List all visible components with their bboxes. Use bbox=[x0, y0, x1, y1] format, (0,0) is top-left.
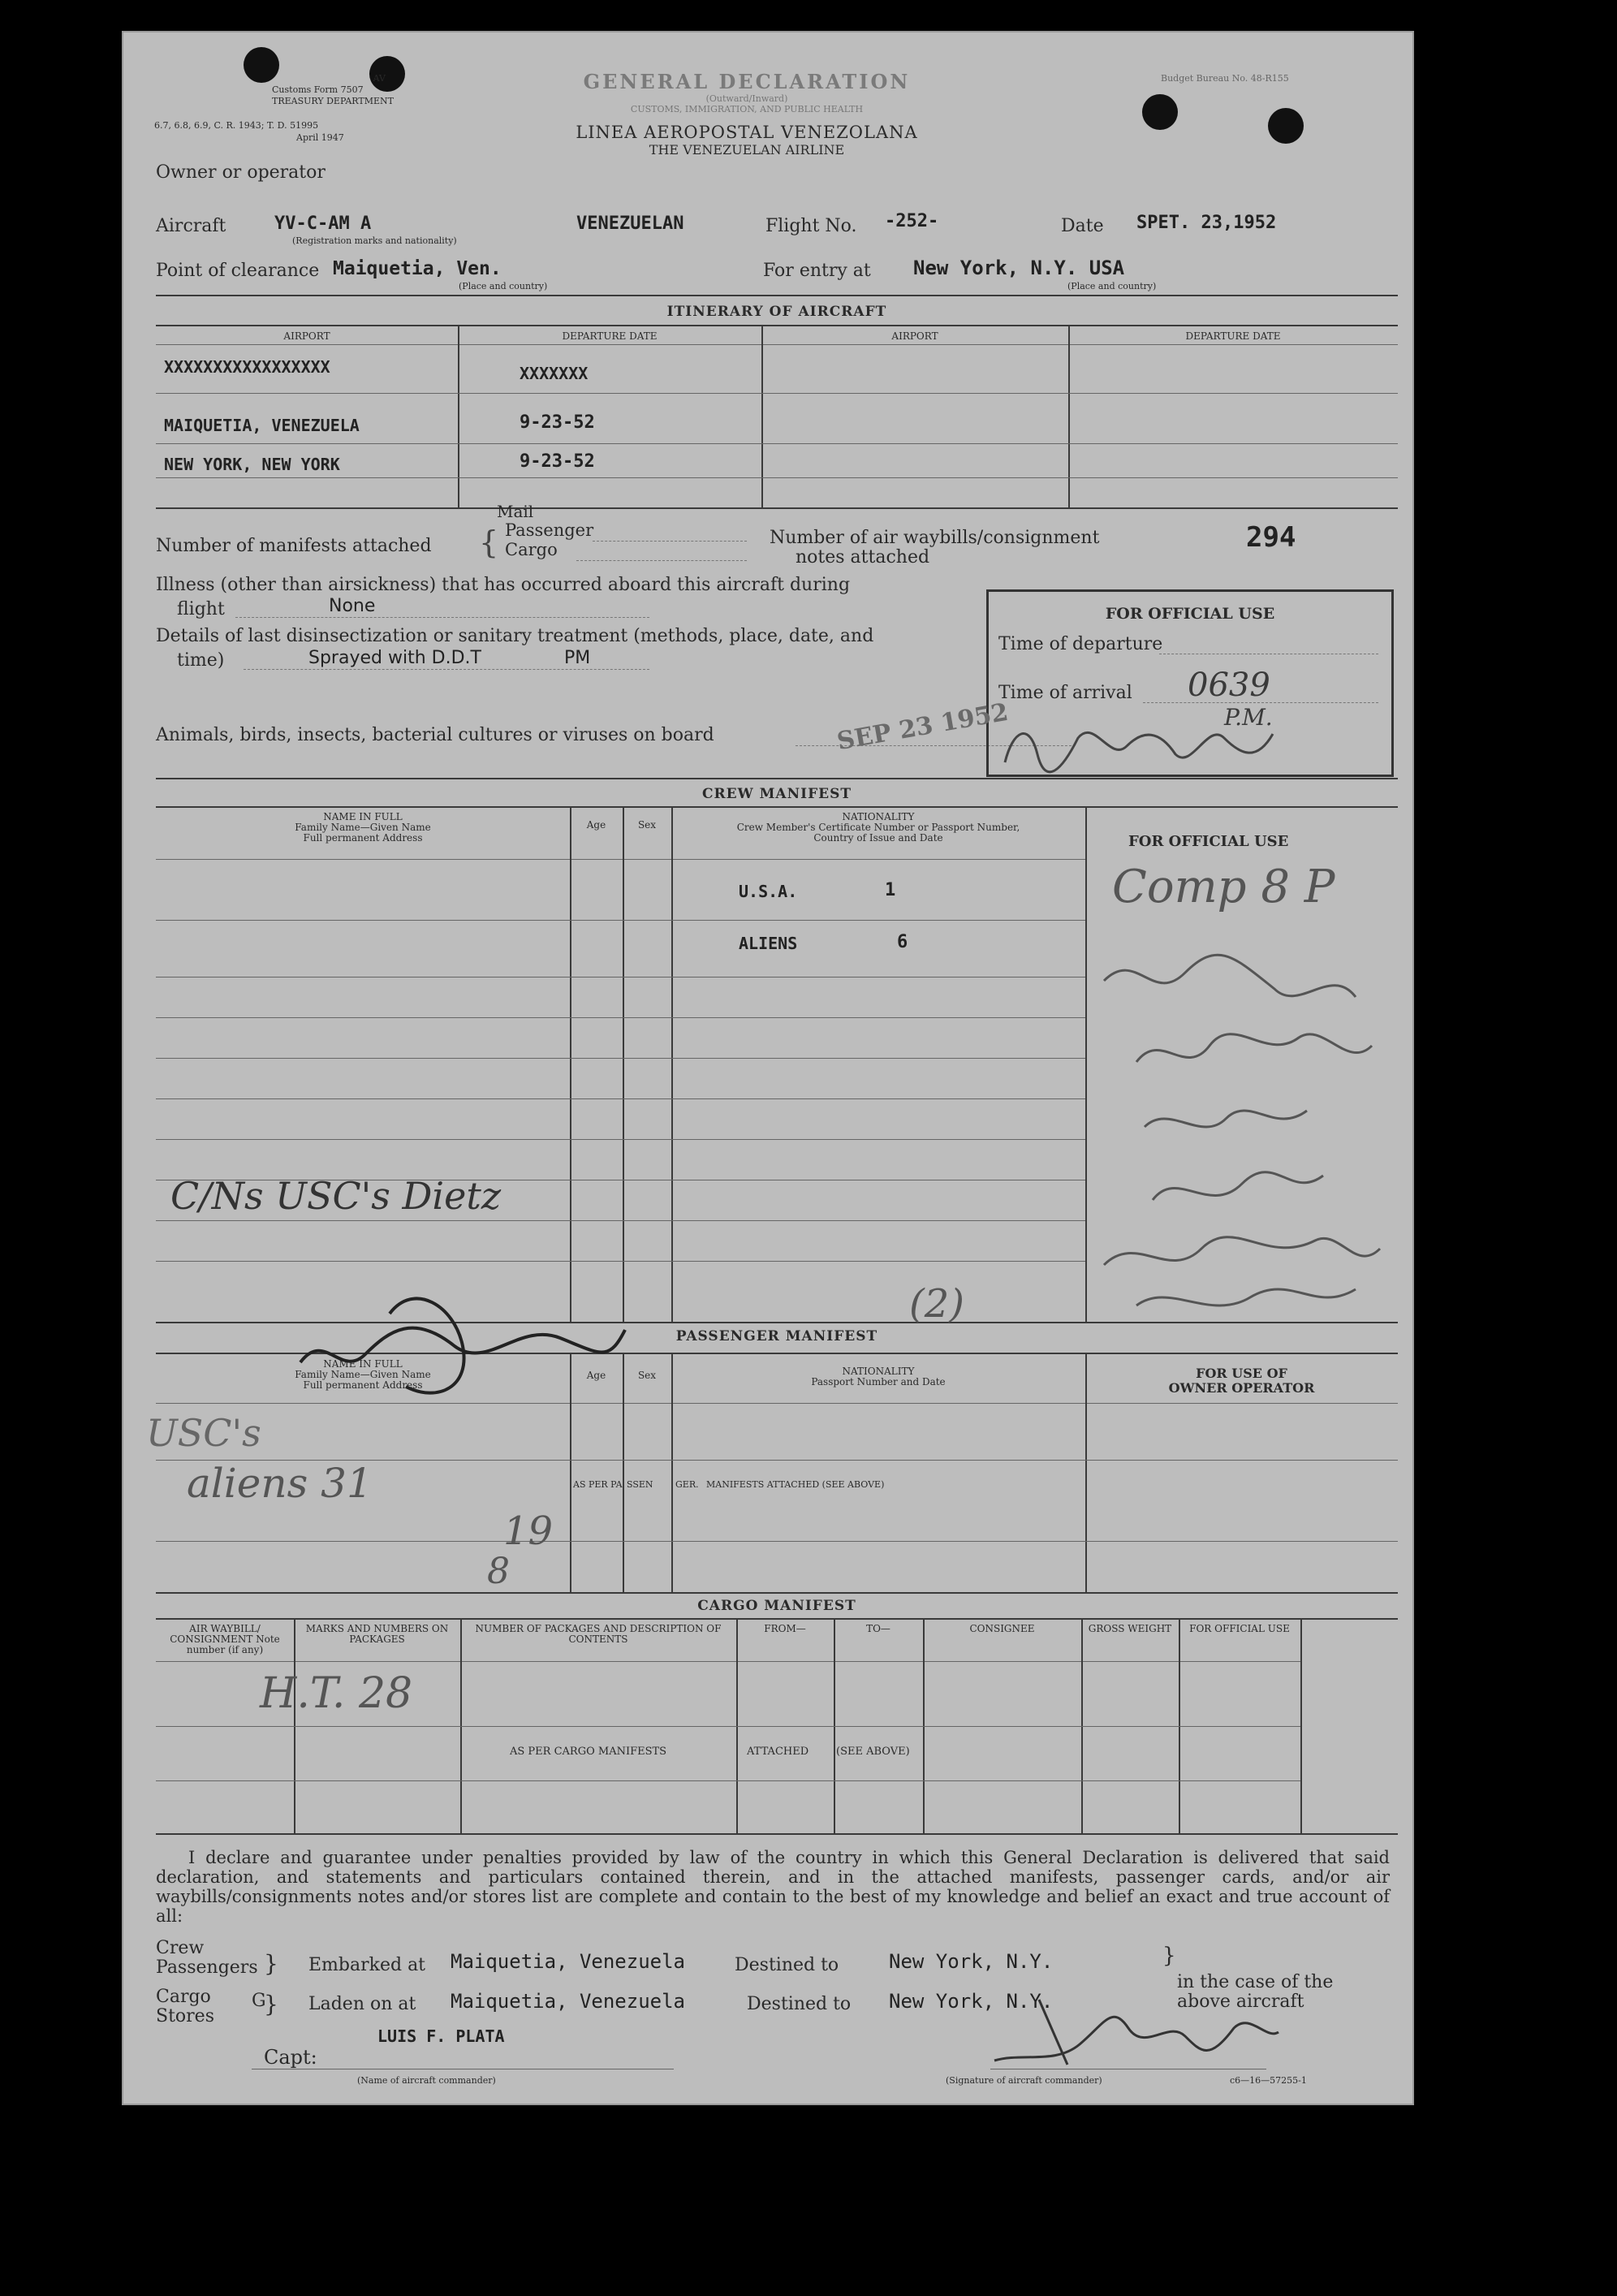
form-title: GENERAL DECLARATION bbox=[583, 70, 911, 93]
declaration-text: I declare and guarantee under penalties provided by law of the country in which this General Declaration is delivered that said declaration, and statements and particulars contained therein, and in the attached manifests, passenger cards, and/or air waybills/consignments notes and/or stores list are complete and contain to the best of my knowledge and belief an exact and true account of all: bbox=[156, 1848, 1390, 1926]
punch-hole bbox=[1268, 108, 1304, 144]
crew-col-nat-line: Crew Member's Certificate Number or Passport Number, bbox=[736, 822, 1020, 833]
cargo-row-description: AS PER CARGO MANIFESTS bbox=[510, 1746, 667, 1758]
crew-usa-label: U.S.A. bbox=[739, 882, 798, 901]
brace: } bbox=[264, 1991, 278, 2018]
passenger-col-owner-line: FOR USE OF bbox=[1196, 1366, 1287, 1381]
owner-label: Owner or operator bbox=[156, 162, 326, 183]
official-signature bbox=[997, 714, 1289, 779]
form-subtitle: (Outward/Inward) bbox=[705, 93, 788, 104]
crew-col-name-line: Full permanent Address bbox=[303, 832, 423, 844]
manifests-passenger-label: Passenger bbox=[505, 520, 594, 540]
destined-value-2: New York, N.Y. bbox=[889, 1990, 1054, 2013]
illness-label-2: flight bbox=[177, 599, 225, 619]
form-title-block bbox=[544, 70, 950, 158]
airline-name: LINEA AEROPOSTAL VENEZOLANA bbox=[576, 123, 918, 142]
destined-label: Destined to bbox=[735, 1955, 839, 1975]
crew-official-signatures bbox=[1088, 940, 1396, 1322]
crew-handwritten-note: C/Ns USC's Dietz bbox=[170, 1174, 502, 1218]
cargo-col-packages: NUMBER OF PACKAGES AND DESCRIPTION OF CONTENTS bbox=[475, 1623, 722, 1645]
form-ref-line: AV bbox=[373, 73, 386, 84]
passenger-col-owner bbox=[1085, 1366, 1398, 1396]
itinerary-col-departure-2: DEPARTURE DATE bbox=[1185, 330, 1281, 342]
arrival-time-label: Time of arrival bbox=[998, 683, 1132, 703]
cargo-col-marks: MARKS AND NUMBERS ON PACKAGES bbox=[305, 1623, 449, 1645]
passenger-col-name-line: Family Name—Given Name bbox=[295, 1369, 431, 1380]
passenger-col-name-line: Full permanent Address bbox=[303, 1379, 423, 1391]
waybill-count: 294 bbox=[1246, 521, 1296, 554]
waybill-label-2: notes attached bbox=[796, 547, 930, 568]
itinerary-airport: MAIQUETIA, VENEZUELA bbox=[164, 416, 360, 435]
form-reference bbox=[272, 73, 418, 107]
commander-name: LUIS F. PLATA bbox=[377, 2026, 505, 2046]
itinerary-airport: XXXXXXXXXXXXXXXXX bbox=[164, 357, 330, 377]
itinerary-date: 9-23-52 bbox=[520, 451, 595, 472]
cargo-row-from: ATTACHED bbox=[747, 1746, 809, 1758]
crew-heading: CREW MANIFEST bbox=[701, 786, 852, 802]
date-stamp: SEP 23 1952 bbox=[834, 697, 1011, 757]
illness-value: None bbox=[329, 596, 376, 616]
flight-value: -252- bbox=[885, 211, 939, 231]
passenger-col-age: Age bbox=[586, 1370, 606, 1381]
disinsection-value: Sprayed with D.D.T bbox=[308, 648, 481, 668]
disinsection-label: Details of last disinsectization or sanitary treatment (methods, place, date, and bbox=[156, 626, 874, 646]
crew-aliens-count: 6 bbox=[897, 932, 908, 952]
passenger-hand-note: (2) bbox=[909, 1281, 964, 1327]
crew-col-name bbox=[156, 812, 570, 844]
arrival-time-pm: P.M. bbox=[1224, 704, 1273, 731]
passenger-col-nat-line: NATIONALITY bbox=[842, 1366, 915, 1377]
embarked-value: Maiquetia, Venezuela bbox=[451, 1950, 685, 1973]
disinsection-time: PM bbox=[564, 648, 591, 668]
cargo-heading: CARGO MANIFEST bbox=[697, 1598, 856, 1614]
illness-label: Illness (other than airsickness) that has occurred aboard this aircraft during bbox=[156, 575, 851, 595]
crew-col-nationality bbox=[671, 812, 1085, 844]
passenger-col-name-line: NAME IN FULL bbox=[323, 1358, 403, 1370]
passenger-col-nat-line: Passport Number and Date bbox=[811, 1376, 946, 1388]
entry-label: For entry at bbox=[763, 261, 871, 281]
nationality-value: VENEZUELAN bbox=[576, 214, 684, 234]
destined-label-2: Destined to bbox=[747, 1994, 852, 2014]
passenger-row-age: AS PER PA bbox=[573, 1479, 623, 1490]
arrival-time-value: 0639 bbox=[1188, 667, 1270, 704]
date-value: SPET. 23,1952 bbox=[1136, 213, 1277, 233]
aircraft-caption: (Registration marks and nationality) bbox=[292, 235, 457, 246]
commander-name-caption: (Name of aircraft commander) bbox=[357, 2075, 496, 2086]
crew-col-nat-line: NATIONALITY bbox=[842, 811, 915, 822]
animals-label: Animals, birds, insects, bacterial cultures or viruses on board bbox=[156, 725, 714, 745]
crew-passengers-label-block bbox=[156, 1939, 258, 1978]
passenger-row-ger: GER. bbox=[675, 1479, 699, 1490]
declaration-cargo-label: Cargo bbox=[156, 1987, 211, 2007]
declaration-stores-label: Stores bbox=[156, 2006, 214, 2026]
cargo-col-consignee: CONSIGNEE bbox=[969, 1623, 1035, 1634]
date-label: Date bbox=[1061, 216, 1104, 236]
declaration-passengers-label: Passengers bbox=[156, 1957, 258, 1978]
passenger-hand-note: USC's bbox=[146, 1411, 261, 1455]
itinerary-col-departure: DEPARTURE DATE bbox=[562, 330, 658, 342]
itinerary-date: 9-23-52 bbox=[520, 412, 595, 433]
crew-col-sex: Sex bbox=[637, 819, 657, 831]
crew-usa-count: 1 bbox=[885, 880, 896, 900]
itinerary-col-airport-2: AIRPORT bbox=[891, 330, 938, 342]
crew-official-note: Comp 8 P bbox=[1112, 861, 1335, 913]
cargo-col-weight: GROSS WEIGHT bbox=[1088, 1623, 1172, 1634]
manifests-cargo-label: Cargo bbox=[505, 540, 558, 559]
crew-col-nat-line: Country of Issue and Date bbox=[813, 832, 943, 844]
passenger-col-nationality bbox=[671, 1366, 1085, 1388]
official-use-heading: FOR OFFICIAL USE bbox=[1105, 605, 1275, 623]
passenger-row-nationality: MANIFESTS ATTACHED (SEE ABOVE) bbox=[706, 1479, 885, 1490]
official-use-box bbox=[986, 589, 1394, 777]
itinerary-airport: NEW YORK, NEW YORK bbox=[164, 455, 340, 474]
aircraft-value: YV-C-AM A bbox=[274, 214, 372, 234]
destined-value: New York, N.Y. bbox=[889, 1950, 1054, 1973]
form-ref-regulation: 6.7, 6.8, 6.9, C. R. 1943; T. D. 51995 bbox=[154, 120, 319, 131]
passenger-row-sex: SSEN bbox=[627, 1479, 653, 1490]
clearance-caption: (Place and country) bbox=[459, 281, 548, 291]
clearance-value: Maiquetia, Ven. bbox=[333, 258, 502, 279]
declaration-document bbox=[122, 31, 1414, 2105]
manifests-label: Number of manifests attached bbox=[156, 536, 432, 556]
itinerary-col-airport: AIRPORT bbox=[283, 330, 330, 342]
itinerary-heading: ITINERARY OF AIRCRAFT bbox=[666, 304, 887, 320]
brace: } bbox=[1162, 1944, 1176, 1968]
entry-value: New York, N.Y. USA bbox=[913, 257, 1125, 279]
commander-signature-caption: (Signature of aircraft commander) bbox=[946, 2075, 1102, 2086]
disinsection-label-2: time) bbox=[177, 650, 225, 671]
cargo-col-waybill: AIR WAYBILL/ CONSIGNMENT Note number (if any) bbox=[170, 1623, 280, 1655]
punch-hole bbox=[1142, 94, 1178, 130]
laden-label: Laden on at bbox=[308, 1994, 416, 2014]
cargo-row-to: (SEE ABOVE) bbox=[836, 1746, 910, 1758]
passenger-hand-note: 8 bbox=[487, 1551, 510, 1592]
laden-value: Maiquetia, Venezuela bbox=[451, 1990, 685, 2013]
passenger-col-owner-line: OWNER OPERATOR bbox=[1168, 1380, 1315, 1396]
form-number: c6—16—57255-1 bbox=[1230, 2075, 1307, 2086]
brace: } bbox=[264, 1950, 278, 1977]
cargo-col-from: FROM— bbox=[764, 1623, 806, 1634]
crew-col-age: Age bbox=[586, 819, 606, 831]
commander-signature bbox=[990, 1996, 1283, 2073]
budget-bureau-no: Budget Bureau No. 48-R155 bbox=[1161, 73, 1289, 84]
manifests-mail-label: Mail bbox=[497, 502, 534, 521]
passenger-heading: PASSENGER MANIFEST bbox=[675, 1328, 878, 1344]
crew-col-name-line: Family Name—Given Name bbox=[295, 822, 431, 833]
declaration-crew-label: Crew bbox=[156, 1938, 205, 1958]
form-ref-line: Customs Form 7507 bbox=[272, 84, 364, 95]
passenger-col-sex: Sex bbox=[637, 1370, 657, 1381]
passenger-handwritten-scribble bbox=[292, 1281, 633, 1411]
embarked-label: Embarked at bbox=[308, 1955, 426, 1975]
cargo-mark: G bbox=[252, 1991, 266, 2011]
clearance-label: Point of clearance bbox=[156, 261, 320, 281]
cargo-handwritten-note: H.T. 28 bbox=[260, 1669, 413, 1718]
passenger-hand-note: 19 bbox=[503, 1508, 554, 1554]
form-ref-date: April 1947 bbox=[296, 132, 344, 143]
departure-time-label: Time of departure bbox=[998, 634, 1163, 654]
waybill-label: Number of air waybills/consignment bbox=[770, 528, 1100, 548]
form-subtitle-2: CUSTOMS, IMMIGRATION, AND PUBLIC HEALTH bbox=[630, 104, 864, 114]
entry-caption: (Place and country) bbox=[1067, 281, 1157, 291]
captain-label: Capt: bbox=[264, 2046, 317, 2069]
aircraft-label: Aircraft bbox=[156, 216, 226, 236]
crew-col-official: FOR OFFICIAL USE bbox=[1128, 833, 1289, 850]
flight-label: Flight No. bbox=[765, 216, 857, 236]
airline-name-english: THE VENEZUELAN AIRLINE bbox=[649, 142, 845, 158]
manifests-brace: { bbox=[479, 524, 499, 560]
form-ref-line: TREASURY DEPARTMENT bbox=[272, 96, 394, 106]
crew-aliens-label: ALIENS bbox=[739, 934, 798, 953]
itinerary-date: XXXXXXX bbox=[520, 364, 589, 383]
cargo-col-official: FOR OFFICIAL USE bbox=[1189, 1623, 1290, 1634]
case-text: in the case of the above aircraft bbox=[1177, 1972, 1334, 2012]
passenger-hand-note: aliens 31 bbox=[187, 1460, 373, 1507]
cargo-col-to: TO— bbox=[866, 1623, 890, 1634]
crew-col-name-line: NAME IN FULL bbox=[323, 811, 403, 822]
cargo-stores-label-block bbox=[156, 1987, 214, 2026]
